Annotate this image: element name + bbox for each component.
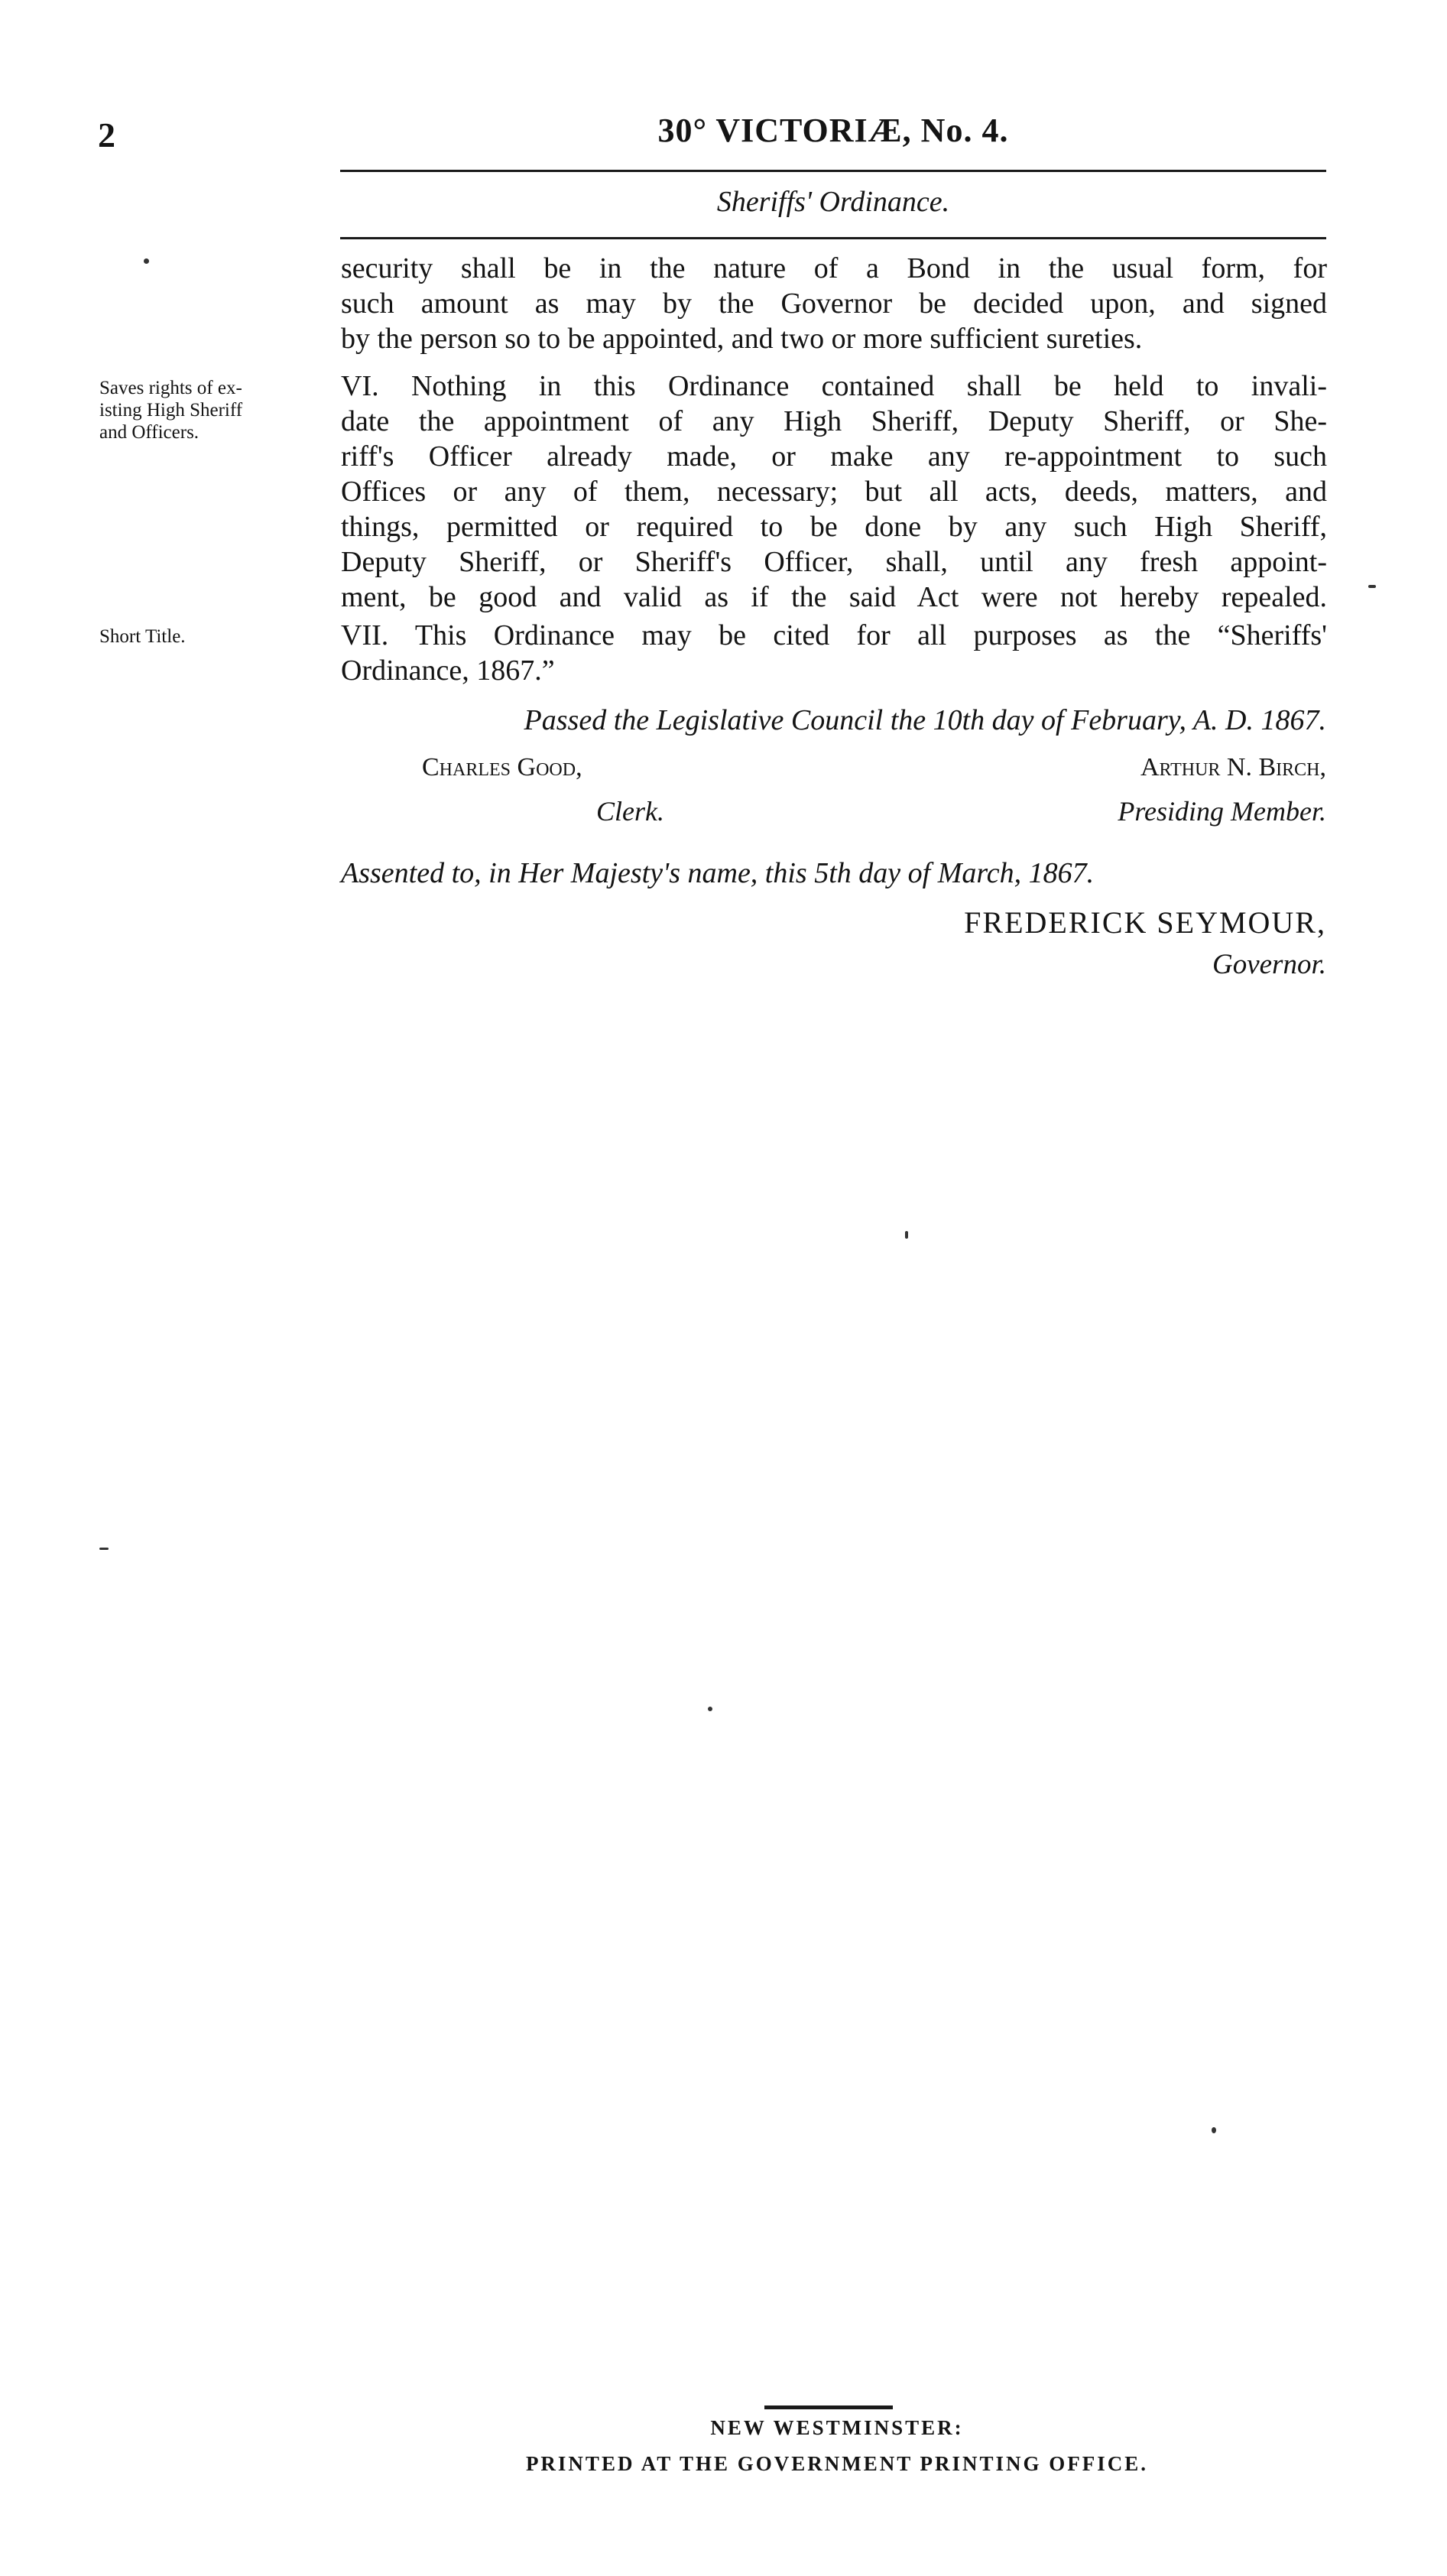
paragraph-continued bbox=[341, 251, 1327, 356]
text-line: VII. This Ordinance may be cited for all purposes as the “Sheriffs' bbox=[341, 619, 1327, 651]
text-line: Ordinance, 1867.” bbox=[341, 655, 555, 687]
text-line: Deputy Sheriff, or Sheriff's Officer, shall, until any fresh appoint- bbox=[341, 546, 1327, 578]
scan-speck bbox=[708, 1707, 712, 1711]
scan-speck bbox=[99, 1548, 109, 1550]
passed-statement: Passed the Legislative Council the 10th day of February, A. D. 1867. bbox=[524, 704, 1326, 736]
text-line: such amount as may by the Governor be decided upon, and signed bbox=[341, 287, 1327, 320]
signer-left-role: Clerk. bbox=[596, 796, 664, 827]
margin-note-line: isting High Sheriff bbox=[99, 400, 243, 421]
text-line: by the person so to be appointed, and two or more sufficient sureties. bbox=[341, 323, 1143, 355]
section-vi bbox=[341, 369, 1327, 615]
assent-statement: Assented to, in Her Majesty's name, this 5th day of March, 1867. bbox=[341, 857, 1095, 889]
text-line: things, permitted or required to be done by any such High Sheriff, bbox=[341, 511, 1327, 543]
scan-speck bbox=[1212, 2127, 1216, 2133]
text-line: date the appointment of any High Sheriff, Deputy Sheriff, or She- bbox=[341, 405, 1327, 437]
text-line: VI. Nothing in this Ordinance contained shall be held to invali- bbox=[341, 370, 1327, 402]
signer-right-role: Presiding Member. bbox=[1118, 796, 1326, 827]
margin-note-line: and Officers. bbox=[99, 422, 200, 443]
scan-speck bbox=[1368, 585, 1376, 588]
footer-rule bbox=[764, 2405, 893, 2409]
scan-speck bbox=[905, 1231, 908, 1239]
text-line: ment, be good and valid as if the said Act were not hereby repealed. bbox=[341, 581, 1327, 613]
text-line: riff's Officer already made, or make any re-appointment to such bbox=[341, 440, 1327, 473]
margin-note-section-vi bbox=[99, 377, 321, 443]
governor-title: Governor. bbox=[1212, 949, 1326, 980]
margin-note-section-vii: Short Title. bbox=[99, 626, 186, 647]
governor-name: FREDERICK SEYMOUR, bbox=[964, 905, 1326, 940]
page-number: 2 bbox=[98, 115, 115, 154]
footer-place: NEW WESTMINSTER: bbox=[710, 2416, 964, 2439]
footer-printer: PRINTED AT THE GOVERNMENT PRINTING OFFICE. bbox=[525, 2452, 1149, 2475]
ordinance-subtitle: Sheriffs' Ordinance. bbox=[716, 186, 950, 218]
margin-note-line: Saves rights of ex- bbox=[99, 378, 242, 398]
header-rule-bottom bbox=[340, 237, 1326, 239]
signer-right-name: Arthur N. Birch, bbox=[1140, 753, 1326, 781]
text-line: security shall be in the nature of a Bond in the usual form, for bbox=[341, 252, 1327, 284]
signer-left-name: Charles Good, bbox=[422, 753, 582, 781]
running-title: 30° VICTORIÆ, No. 4. bbox=[657, 112, 1009, 149]
section-vii bbox=[341, 618, 1327, 688]
header-rule-top bbox=[340, 170, 1326, 172]
text-line: Offices or any of them, necessary; but all acts, deeds, matters, and bbox=[341, 476, 1327, 508]
scan-speck bbox=[144, 258, 149, 264]
